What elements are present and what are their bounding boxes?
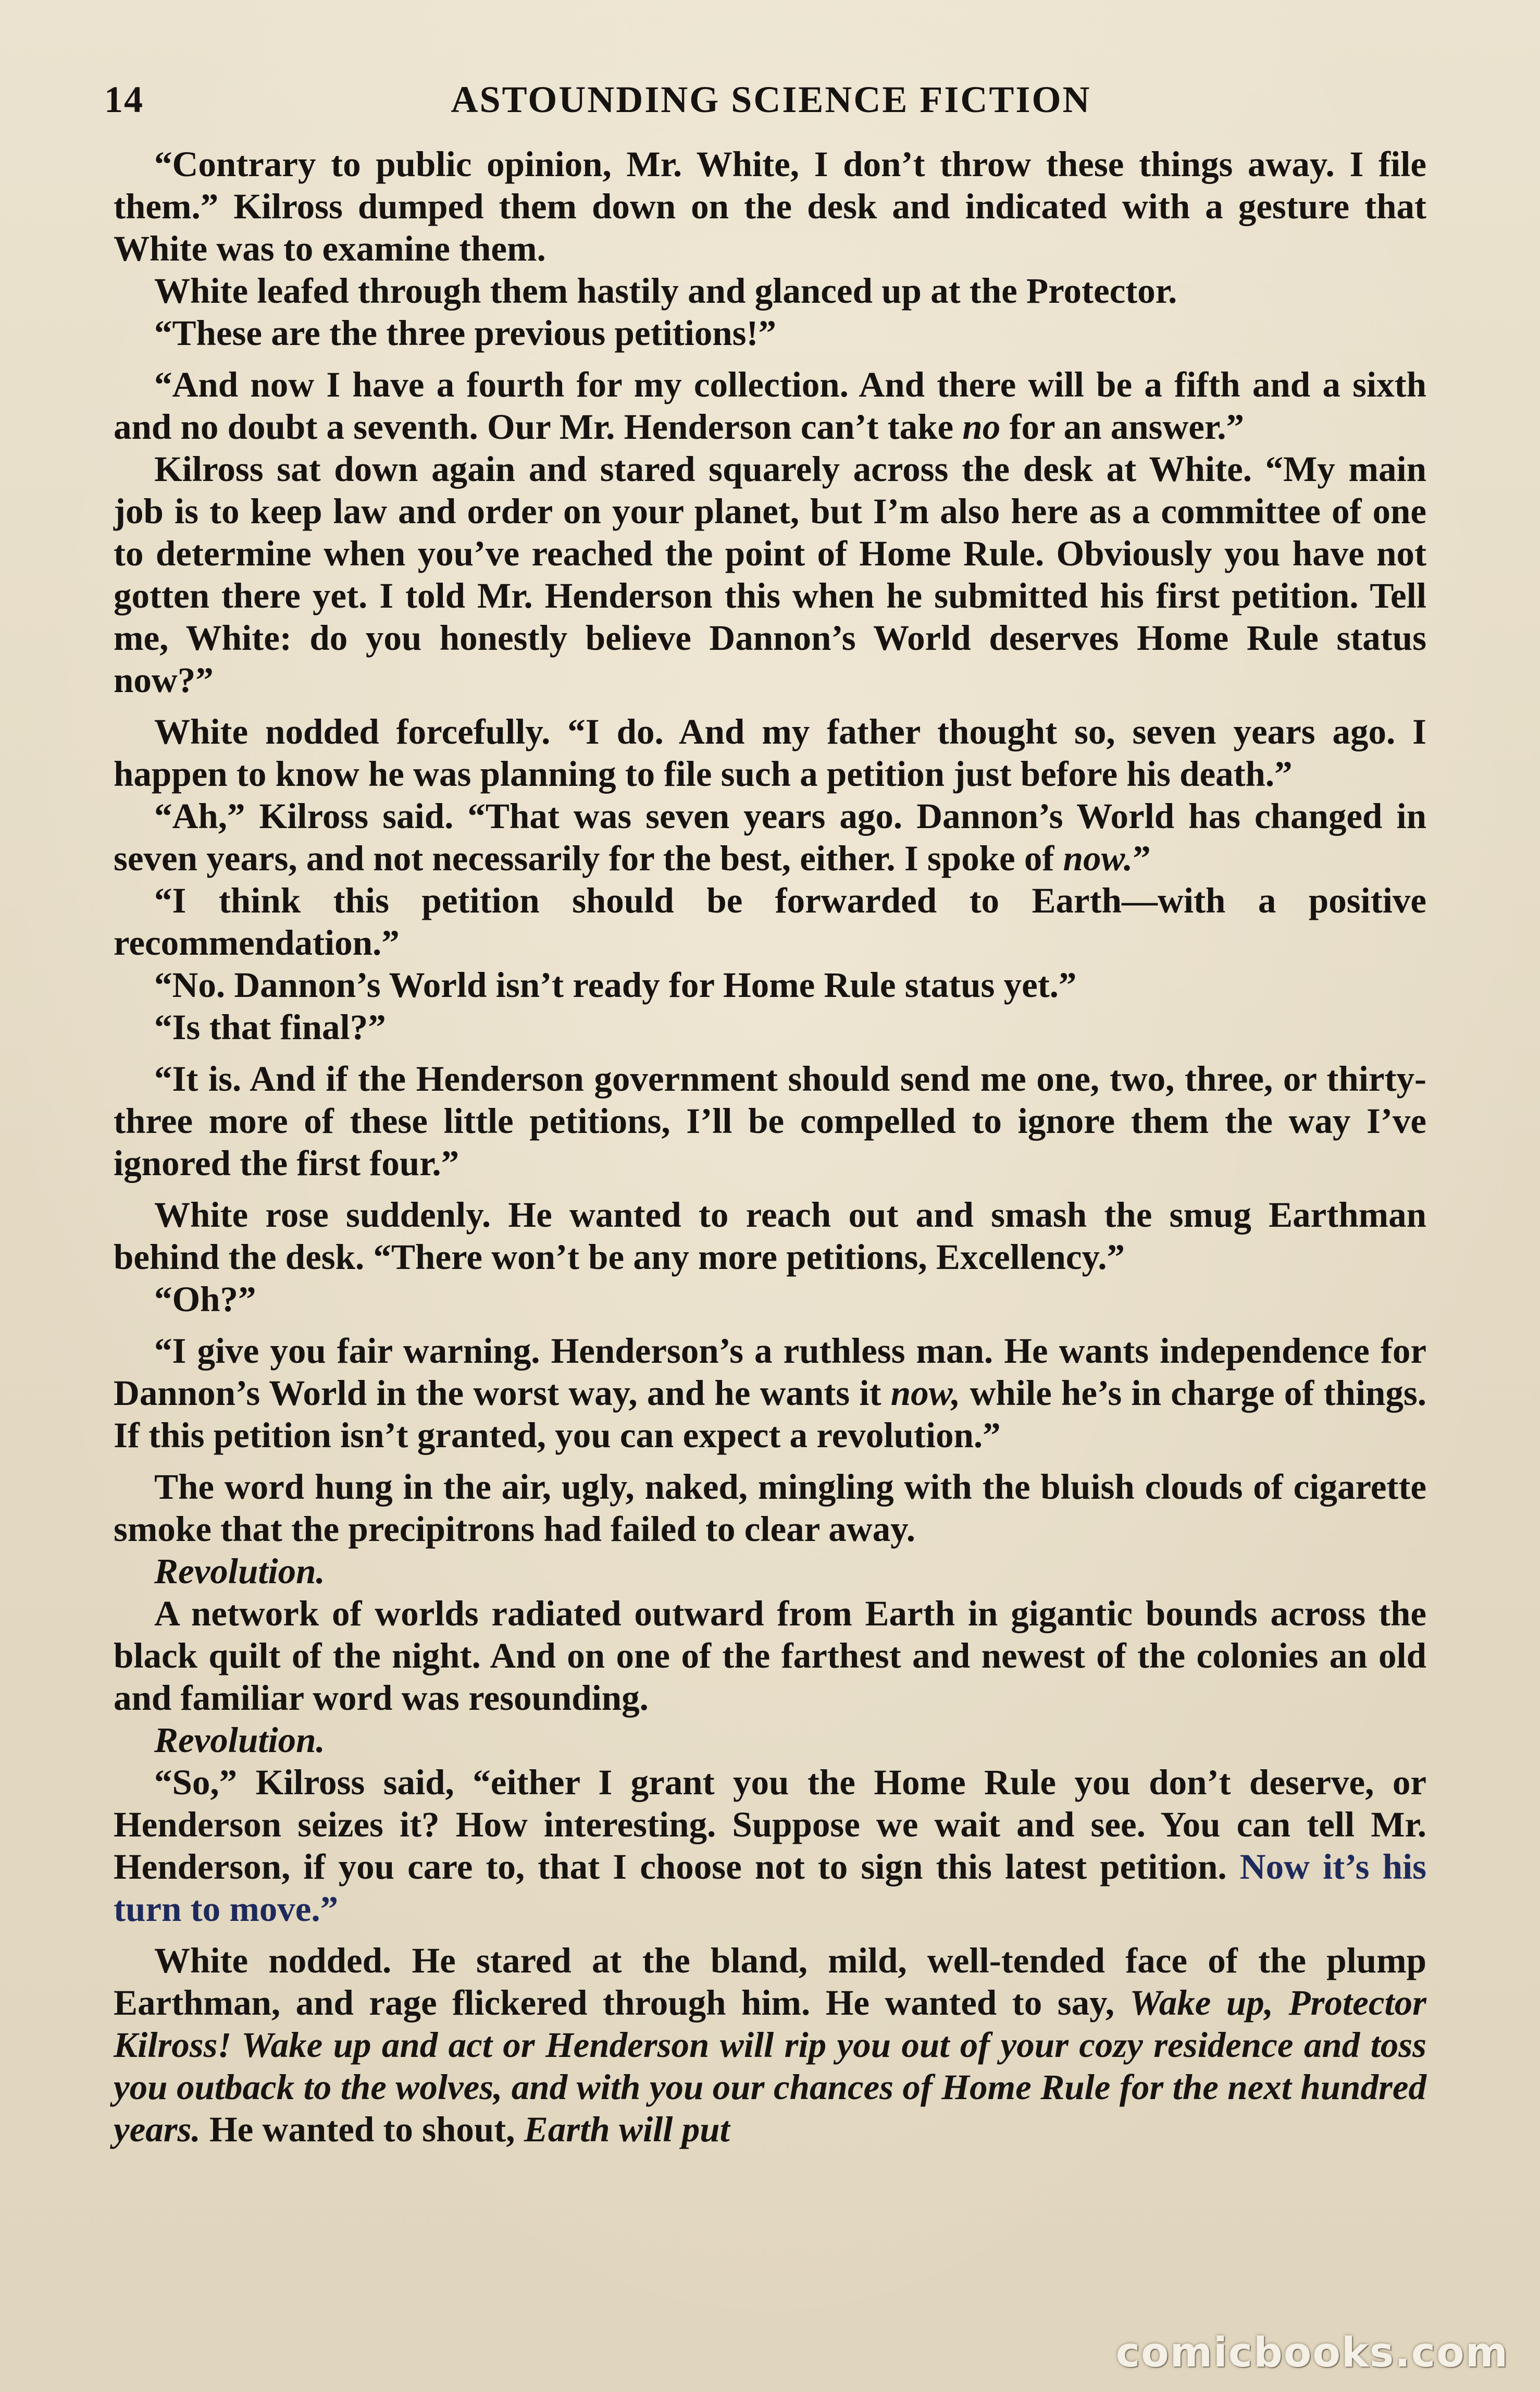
- running-head: ASTOUNDING SCIENCE FICTION: [451, 79, 1091, 120]
- paragraph-text: “Ah,” Kilross said. “That was seven years ago. Dannon’s World has changed in seven years, and not necessarily for the best, either. I spoke of: [114, 796, 1426, 878]
- paragraph: “It is. And if the Henderson government should send me one, two, three, or thirty-three more of these little petitions, I’ll be compelled to ignore them the way I’ve ignored the first four.”: [114, 1059, 1426, 1183]
- paragraph-text: for an answer.”: [1000, 407, 1244, 447]
- emphasis: Earth will put: [524, 2110, 730, 2149]
- paragraph-text: “So,” Kilross said, “either I grant you the Home Rule you don’t deserve, or Henderson seizes it? How interesting. Suppose we wait and see. You can tell Mr. Henderson, if you care to, that I choose not to sign this latest petition.: [114, 1762, 1426, 1887]
- page-number: 14: [104, 79, 144, 120]
- paragraph-text: ”: [1133, 839, 1151, 878]
- paragraph-text: while he’s in charge of things. If this petition isn’t granted, you can expect a revolution.”: [114, 1373, 1426, 1455]
- paragraph: White rose suddenly. He wanted to reach out and smash the smug Earthman behind the desk. “There won’t be any more petitions, Excellency.”: [114, 1195, 1426, 1277]
- paragraph-text: “And now I have a fourth for my collection. And there will be a fifth and a sixth and no doubt a seventh. Our Mr. Henderson can’t take: [114, 365, 1426, 447]
- story-text: [114, 143, 1426, 2151]
- paragraph-text: “I give you fair warning. Henderson’s a ruthless man. He wants independence for Dannon’s World in the worst way, and he wants it: [114, 1331, 1426, 1413]
- paragraph: The word hung in the air, ugly, naked, mingling with the bluish clouds of cigarette smoke that the precipitrons had failed to clear away.: [114, 1467, 1426, 1549]
- italic-line: Revolution.: [154, 1551, 325, 1591]
- paragraph: White leafed through them hastily and glanced up at the Protector.: [154, 271, 1177, 311]
- paragraph: “Is that final?”: [154, 1007, 386, 1047]
- paragraph: [114, 795, 1426, 880]
- paragraph: “No. Dannon’s World isn’t ready for Home Rule status yet.”: [154, 965, 1077, 1005]
- emphasis: now,: [890, 1373, 961, 1413]
- paragraph: A network of worlds radiated outward from Earth in gigantic bounds across the black quilt of the night. And on one of the farthest and newest of the colonies an old and familiar word was resounding.: [114, 1594, 1426, 1718]
- paragraph: “These are the three previous petitions!”: [154, 313, 776, 353]
- paragraph: [114, 364, 1426, 448]
- paragraph: [114, 1330, 1426, 1457]
- emphasis: now.: [1063, 839, 1133, 878]
- paragraph-text: White nodded. He stared at the bland, mild, well-tended face of the plump Earthman, and rage flickered through him. He wanted to say,: [114, 1941, 1426, 2023]
- paragraph: [114, 1940, 1426, 2151]
- paragraph: White nodded forcefully. “I do. And my father thought so, seven years ago. I happen to know he was planning to file such a petition just before his death.”: [114, 712, 1426, 794]
- italic-line: Revolution.: [154, 1720, 325, 1760]
- emphasis: no: [962, 407, 1001, 447]
- paragraph-text: He wanted to shout,: [200, 2110, 524, 2149]
- paragraph: “Contrary to public opinion, Mr. White, I don’t throw these things away. I file them.” Kilross dumped them down on the desk and indicated with a gesture that White was to examine them.: [114, 144, 1426, 268]
- paragraph: Kilross sat down again and stared squarely across the desk at White. “My main job is to keep law and order on your planet, but I’m also here as a committee of one to determine when you’ve reached the point of Home Rule. Obviously you have not gotten there yet. I told Mr. Henderson this when he submitted his first petition. Tell me, White: do you honestly believe Dannon’s World deserves Home Rule status now?”: [114, 449, 1426, 700]
- paragraph-text: Now it’s his turn to move.”: [114, 1847, 1426, 1929]
- paragraph: “I think this petition should be forwarded to Earth—with a positive recommendation.”: [114, 881, 1426, 963]
- watermark: comicbooks.com: [1115, 2329, 1509, 2376]
- page-header: [104, 78, 1438, 135]
- paragraph: [114, 1761, 1426, 1930]
- paragraph: “Oh?”: [154, 1279, 256, 1319]
- emphasis: Wake up, Protector Kilross! Wake up and act or Henderson will rip you out of your cozy residence and toss you outback to the wolves, and with you our chances of Home Rule for the next hundred years.: [114, 1983, 1426, 2149]
